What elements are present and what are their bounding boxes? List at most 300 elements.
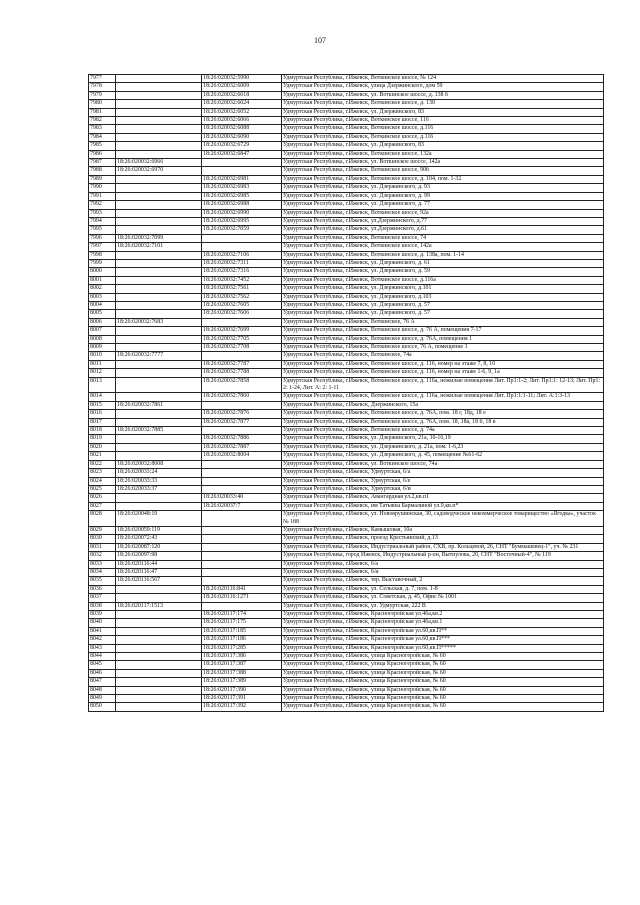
row-number-cell: 7977: [89, 75, 116, 83]
address-cell: Удмуртская Республика, г.Ижевск, улица Красногеройская, № 60: [282, 703, 604, 711]
address-cell: Удмуртская Республика, г.Ижевск, улица Красногеройская, № 60: [282, 661, 604, 669]
object-cadastral-number-cell: 18:26:020032:6009: [202, 83, 282, 91]
land-cadastral-number-cell: [116, 435, 202, 443]
table-row: [89, 678, 604, 686]
table-row: [89, 133, 604, 141]
land-cadastral-number-cell: [116, 251, 202, 259]
address-cell: Удмуртская Республика, г.Ижевск, Воткинское шоссе, № 124: [282, 75, 604, 83]
table-row: [89, 435, 604, 443]
table-row: [89, 611, 604, 619]
row-number-cell: 8000: [89, 268, 116, 276]
address-cell: Удмуртская Республика, г.Ижевск, Воткинское шоссе, д.116а: [282, 276, 604, 284]
table-row: [89, 243, 604, 251]
address-cell: Удмуртская Республика, г.Ижевск, Красногеройская ул.60,кв.П***: [282, 636, 604, 644]
object-cadastral-number-cell: 18:26:020117:174: [202, 611, 282, 619]
land-cadastral-number-cell: [116, 410, 202, 418]
address-cell: Удмуртская Республика, г.Ижевск, улица Красногеройская, № 60: [282, 678, 604, 686]
address-cell: Удмуртская Республика, г.Ижевск, улица Красногеройская, № 60: [282, 653, 604, 661]
address-cell: Удмуртская Республика, г.Ижевск, ул. Дзержинского, д. 99: [282, 192, 604, 200]
table-row: [89, 167, 604, 175]
address-cell: Удмуртская Республика, г.Ижевск, ул. Дзержинского, 21а, 10-16,19: [282, 435, 604, 443]
address-cell: Удмуртская Республика, город Ижевск, Индустриальный р-он, Вытнулова, 20, СНТ "Восточный-4", № 119: [282, 552, 604, 560]
table-row: [89, 577, 604, 585]
land-cadastral-number-cell: [116, 594, 202, 602]
land-cadastral-number-cell: [116, 91, 202, 99]
row-number-cell: 8027: [89, 502, 116, 510]
row-number-cell: 7988: [89, 167, 116, 175]
table-row: [89, 644, 604, 652]
table-row: [89, 594, 604, 602]
land-cadastral-number-cell: [116, 108, 202, 116]
table-row: [89, 184, 604, 192]
table-row: [89, 192, 604, 200]
table-row: [89, 661, 604, 669]
land-cadastral-number-cell: 18:26:020032:7099: [116, 234, 202, 242]
row-number-cell: 8046: [89, 669, 116, 677]
row-number-cell: 7997: [89, 243, 116, 251]
object-cadastral-number-cell: 18:26:020032:7452: [202, 276, 282, 284]
object-cadastral-number-cell: 18:26:020033:40: [202, 494, 282, 502]
address-cell: Удмуртская Республика, г.Ижевск, ул. Воткинское шоссе, 142а: [282, 159, 604, 167]
row-number-cell: 7978: [89, 83, 116, 91]
object-cadastral-number-cell: 18:26:020032:5990: [202, 75, 282, 83]
land-cadastral-number-cell: 18:26:020087:120: [116, 543, 202, 551]
land-cadastral-number-cell: [116, 686, 202, 694]
row-number-cell: 8039: [89, 611, 116, 619]
address-cell: Удмуртская Республика, г.Ижевск, ул. Дзержинского, д. 57: [282, 301, 604, 309]
row-number-cell: 8036: [89, 585, 116, 593]
row-number-cell: 8044: [89, 653, 116, 661]
land-cadastral-number-cell: [116, 502, 202, 510]
table-row: [89, 526, 604, 534]
row-number-cell: 8022: [89, 460, 116, 468]
row-number-cell: 8025: [89, 485, 116, 493]
object-cadastral-number-cell: 18:26:020117:388: [202, 669, 282, 677]
object-cadastral-number-cell: [202, 234, 282, 242]
row-number-cell: 8003: [89, 293, 116, 301]
table-row: [89, 75, 604, 83]
address-cell: Удмуртская Республика, г.Ижевск, Красногеройская ул.46а,кв.1: [282, 619, 604, 627]
table-row: [89, 695, 604, 703]
land-cadastral-number-cell: [116, 452, 202, 460]
land-cadastral-number-cell: [116, 636, 202, 644]
address-cell: Удмуртская Республика, г.Ижевск, улица Красногеройская, № 60: [282, 686, 604, 694]
table-row: [89, 393, 604, 401]
row-number-cell: 8010: [89, 352, 116, 360]
object-cadastral-number-cell: 18:26:020032:7787: [202, 360, 282, 368]
table-row: [89, 418, 604, 426]
address-cell: Удмуртская Республика, г.Ижевск, Воткинское шоссе, д. 116, номер на этаже 1-6, 9, 1а: [282, 369, 604, 377]
address-cell: Удмуртская Республика, г.Ижевск, ул. Советская, д. 45, Офис № 1001: [282, 594, 604, 602]
land-cadastral-number-cell: [116, 125, 202, 133]
object-cadastral-number-cell: 18:26:020032:6066: [202, 117, 282, 125]
address-cell: Удмуртская Республика, г.Ижевск, Авангардная ул.2,кв.п1: [282, 494, 604, 502]
row-number-cell: 8042: [89, 636, 116, 644]
table-row: [89, 217, 604, 225]
row-number-cell: 8050: [89, 703, 116, 711]
row-number-cell: 7983: [89, 125, 116, 133]
address-cell: Удмуртская Республика, г.Ижевск, ул. Дзержинского, д.101: [282, 285, 604, 293]
row-number-cell: 8029: [89, 526, 116, 534]
table-row: [89, 142, 604, 150]
row-number-cell: 7993: [89, 209, 116, 217]
land-cadastral-number-cell: [116, 393, 202, 401]
row-number-cell: 8032: [89, 552, 116, 560]
object-cadastral-number-cell: [202, 159, 282, 167]
address-cell: Удмуртская Республика, г.Ижевск, Воткинское шоссе, д. 130: [282, 100, 604, 108]
land-cadastral-number-cell: [116, 209, 202, 217]
land-cadastral-number-cell: [116, 75, 202, 83]
table-row: [89, 477, 604, 485]
row-number-cell: 7986: [89, 150, 116, 158]
address-cell: Удмуртская Республика, г.Ижевск, ул. Удмуртская, 222 В: [282, 602, 604, 610]
object-cadastral-number-cell: 18:26:020032:6052: [202, 108, 282, 116]
object-cadastral-number-cell: [202, 543, 282, 551]
land-cadastral-number-cell: [116, 661, 202, 669]
land-cadastral-number-cell: 18:26:020033:24: [116, 469, 202, 477]
address-cell: Удмуртская Республика, г.Ижевск, ул. Дзержинского, 83: [282, 108, 604, 116]
address-cell: Удмуртская Республика, г.Ижевск, Воткинское шоссе, д.116: [282, 133, 604, 141]
land-cadastral-number-cell: [116, 344, 202, 352]
row-number-cell: 8008: [89, 335, 116, 343]
land-cadastral-number-cell: 18:26:020116:44: [116, 560, 202, 568]
row-number-cell: 8040: [89, 619, 116, 627]
land-cadastral-number-cell: [116, 585, 202, 593]
address-cell: Удмуртская Республика, г.Ижевск, Воткинское шоссе, д. 116а, нежилые помещения Лит. Пр1:1-2; Лит. Пр1:1: 12-13; Лит. Пр1: 2: 1-24, Лит. А: 2: 1-11: [282, 377, 604, 393]
object-cadastral-number-cell: 18:26:020032:6018: [202, 91, 282, 99]
row-number-cell: 7996: [89, 234, 116, 242]
object-cadastral-number-cell: [202, 427, 282, 435]
table-row: [89, 150, 604, 158]
object-cadastral-number-cell: [202, 602, 282, 610]
table-row: [89, 352, 604, 360]
row-number-cell: 8037: [89, 594, 116, 602]
object-cadastral-number-cell: 18:26:020032:7562: [202, 293, 282, 301]
row-number-cell: 8002: [89, 285, 116, 293]
land-cadastral-number-cell: 18:26:020116:47: [116, 568, 202, 576]
land-cadastral-number-cell: [116, 259, 202, 267]
address-cell: Удмуртская Республика, г.Ижевск, Воткинское шоссе, д. 76 А, помещения 7-17: [282, 327, 604, 335]
table-row: [89, 452, 604, 460]
row-number-cell: 8033: [89, 560, 116, 568]
table-row: [89, 619, 604, 627]
object-cadastral-number-cell: [202, 167, 282, 175]
object-cadastral-number-cell: 18:26:020117:386: [202, 653, 282, 661]
object-cadastral-number-cell: [202, 243, 282, 251]
object-cadastral-number-cell: 18:26:020032:7887: [202, 443, 282, 451]
address-cell: Удмуртская Республика, г.Ижевск, улица Красногеройская, № 60: [282, 669, 604, 677]
row-number-cell: 8011: [89, 360, 116, 368]
row-number-cell: 8038: [89, 602, 116, 610]
land-cadastral-number-cell: [116, 703, 202, 711]
row-number-cell: 8005: [89, 310, 116, 318]
address-cell: Удмуртская Республика, г.Ижевск, Воткинское шоссе, д. 76А, пом. 18 г, 18д, 18 е: [282, 410, 604, 418]
object-cadastral-number-cell: 18:26:020032:6090: [202, 133, 282, 141]
row-number-cell: 7999: [89, 259, 116, 267]
land-cadastral-number-cell: [116, 678, 202, 686]
land-cadastral-number-cell: 18:26:020032:8008: [116, 460, 202, 468]
address-cell: Удмуртская Республика, г.Ижевск, ул. Дзержинского, д. 61: [282, 259, 604, 267]
table-row: [89, 251, 604, 259]
table-row: [89, 310, 604, 318]
address-cell: Удмуртская Республика, г.Ижевск, Дзержинского, 15а: [282, 401, 604, 409]
table-row: [89, 209, 604, 217]
row-number-cell: 8013: [89, 377, 116, 393]
address-cell: Удмуртская Республика, г.Ижевск, Воткинское шоссе, д. 138а, пом. 1-14: [282, 251, 604, 259]
land-cadastral-number-cell: [116, 175, 202, 183]
table-row: [89, 502, 604, 510]
table-row: [89, 83, 604, 91]
address-cell: Удмуртская Республика, г.Ижевск, ул. Сельская, д. 7, пом. 1-8: [282, 585, 604, 593]
land-cadastral-number-cell: [116, 217, 202, 225]
table-row: [89, 552, 604, 560]
land-cadastral-number-cell: [116, 494, 202, 502]
table-row: [89, 568, 604, 576]
address-cell: Удмуртская Республика, г.Ижевск, ул. Дзержинского, д. 45, помещение №61-62: [282, 452, 604, 460]
address-cell: Удмуртская Республика, г.Ижевск, Камышовая, 10а: [282, 526, 604, 534]
land-cadastral-number-cell: 18:26:020032:7683: [116, 318, 202, 326]
row-number-cell: 8012: [89, 369, 116, 377]
table-row: [89, 560, 604, 568]
land-cadastral-number-cell: 18:26:020033:37: [116, 485, 202, 493]
address-cell: Удмуртская Республика, г.Ижевск, проезд Крестьянский, д.13: [282, 535, 604, 543]
address-cell: Удмуртская Республика, г.Ижевск, Воткинское шоссе, д.116: [282, 125, 604, 133]
table-row: [89, 293, 604, 301]
table-row: [89, 175, 604, 183]
land-cadastral-number-cell: [116, 695, 202, 703]
address-cell: Удмуртская Республика, г.Ижевск, Воткинское шоссе, д. 104, пом. 1-32: [282, 175, 604, 183]
row-number-cell: 8007: [89, 327, 116, 335]
object-cadastral-number-cell: [202, 485, 282, 493]
address-cell: Удмуртская Республика, г.Ижевск, Воткинское шоссе, 74: [282, 234, 604, 242]
table-row: [89, 285, 604, 293]
row-number-cell: 8041: [89, 627, 116, 635]
table-row: [89, 485, 604, 493]
address-cell: Удмуртская Республика, г.Ижевск, Воткинское шоссе, 92а: [282, 209, 604, 217]
object-cadastral-number-cell: [202, 552, 282, 560]
row-number-cell: 8009: [89, 344, 116, 352]
land-cadastral-number-cell: [116, 418, 202, 426]
object-cadastral-number-cell: 18:26:020037:7: [202, 502, 282, 510]
land-cadastral-number-cell: [116, 276, 202, 284]
land-cadastral-number-cell: [116, 369, 202, 377]
object-cadastral-number-cell: 18:26:020032:6990: [202, 209, 282, 217]
row-number-cell: 7980: [89, 100, 116, 108]
address-cell: Удмуртская Республика, г.Ижевск, ул. Дзержинского, д. 57: [282, 310, 604, 318]
table-row: [89, 301, 604, 309]
object-cadastral-number-cell: 18:26:020117:285: [202, 644, 282, 652]
land-cadastral-number-cell: [116, 669, 202, 677]
table-row: [89, 602, 604, 610]
address-cell: Удмуртская Республика, г.Ижевск, ул.Дзержинского, д.61: [282, 226, 604, 234]
table-row: [89, 377, 604, 393]
land-cadastral-number-cell: [116, 644, 202, 652]
object-cadastral-number-cell: 18:26:020032:7106: [202, 251, 282, 259]
object-cadastral-number-cell: 18:26:020032:8004: [202, 452, 282, 460]
row-number-cell: 8015: [89, 401, 116, 409]
table-row: [89, 511, 604, 527]
address-cell: Удмуртская Республика, г.Ижевск, Удмуртская, 6/а: [282, 469, 604, 477]
table-row: [89, 585, 604, 593]
land-cadastral-number-cell: [116, 310, 202, 318]
land-cadastral-number-cell: 18:26:020032:7861: [116, 401, 202, 409]
object-cadastral-number-cell: 18:26:020116:1271: [202, 594, 282, 602]
object-cadastral-number-cell: 18:26:020117:391: [202, 695, 282, 703]
address-cell: Удмуртская Республика, г.Ижевск, Воткинское шоссе, д. 116, номер на этаже 7, 8, 10: [282, 360, 604, 368]
address-cell: Удмуртская Республика, г.Ижевск, Индустриальный район, СХВ, пр. Кольцевой, 26, СНТ "Буммашевец-1", уч. № 231: [282, 543, 604, 551]
object-cadastral-number-cell: 18:26:020032:7788: [202, 369, 282, 377]
address-cell: Удмуртская Республика, г.Ижевск, Воткинское шоссе, 116: [282, 117, 604, 125]
address-cell: Удмуртская Республика, г.Ижевск, Воткинское шоссе, 132а: [282, 150, 604, 158]
table-row: [89, 460, 604, 468]
address-cell: Удмуртская Республика, г.Ижевск, Красногеройская ул.60,кв.П*****: [282, 644, 604, 652]
row-number-cell: 8035: [89, 577, 116, 585]
row-number-cell: 7987: [89, 159, 116, 167]
land-cadastral-number-cell: [116, 100, 202, 108]
land-cadastral-number-cell: 18:26:020072:43: [116, 535, 202, 543]
row-number-cell: 7985: [89, 142, 116, 150]
object-cadastral-number-cell: 18:26:020117:186: [202, 636, 282, 644]
row-number-cell: 8049: [89, 695, 116, 703]
table-row: [89, 535, 604, 543]
row-number-cell: 8028: [89, 511, 116, 527]
table-row: [89, 117, 604, 125]
row-number-cell: 8043: [89, 644, 116, 652]
table-row: [89, 686, 604, 694]
row-number-cell: 7991: [89, 192, 116, 200]
table-row: [89, 276, 604, 284]
row-number-cell: 8021: [89, 452, 116, 460]
object-cadastral-number-cell: 18:26:020032:7858: [202, 377, 282, 393]
table-row: [89, 259, 604, 267]
address-cell: Удмуртская Республика, г.Ижевск, им Татьяны Бармалиной ул.9,кв.п*: [282, 502, 604, 510]
table-row: [89, 653, 604, 661]
row-number-cell: 8020: [89, 443, 116, 451]
land-cadastral-number-cell: [116, 360, 202, 368]
object-cadastral-number-cell: 18:26:020032:7605: [202, 301, 282, 309]
row-number-cell: 8024: [89, 477, 116, 485]
address-cell: Удмуртская Республика, г.Ижевск, ул. Дзержинского, д. 77: [282, 201, 604, 209]
address-cell: Удмуртская Республика, г.Ижевск, 6/и: [282, 568, 604, 576]
object-cadastral-number-cell: 18:26:020117:185: [202, 627, 282, 635]
land-cadastral-number-cell: [116, 377, 202, 393]
table-row: [89, 627, 604, 635]
address-cell: Удмуртская Республика, г.Ижевск, ул. Воткинское шоссе, д. 138 б: [282, 91, 604, 99]
land-cadastral-number-cell: 18:26:020116:567: [116, 577, 202, 585]
land-cadastral-number-cell: [116, 443, 202, 451]
land-cadastral-number-cell: [116, 285, 202, 293]
land-cadastral-number-cell: 18:26:020032:7101: [116, 243, 202, 251]
address-cell: Удмуртская Республика, г.Ижевск, ул. Дзержинского, 83: [282, 142, 604, 150]
object-cadastral-number-cell: 18:26:020032:7705: [202, 335, 282, 343]
address-cell: Удмуртская Республика, г.Ижевск, ул. Дзержинского, д. 21а, пом. 1-6,23: [282, 443, 604, 451]
table-row: [89, 125, 604, 133]
object-cadastral-number-cell: [202, 577, 282, 585]
object-cadastral-number-cell: 18:26:020032:6988: [202, 201, 282, 209]
table-row: [89, 410, 604, 418]
table-row: [89, 427, 604, 435]
object-cadastral-number-cell: 18:26:020032:6983: [202, 184, 282, 192]
object-cadastral-number-cell: 18:26:020032:7886: [202, 435, 282, 443]
object-cadastral-number-cell: 18:26:020032:6088: [202, 125, 282, 133]
land-cadastral-number-cell: [116, 301, 202, 309]
table-row: [89, 159, 604, 167]
table-row: [89, 401, 604, 409]
page-number: 107: [314, 36, 326, 45]
land-cadastral-number-cell: 18:26:020059:119: [116, 526, 202, 534]
table-row: [89, 494, 604, 502]
address-cell: Удмуртская Республика, г.Ижевск, 6/а: [282, 560, 604, 568]
object-cadastral-number-cell: [202, 535, 282, 543]
object-cadastral-number-cell: 18:26:020032:6995: [202, 217, 282, 225]
table-row: [89, 360, 604, 368]
object-cadastral-number-cell: 18:26:020032:7708: [202, 344, 282, 352]
land-cadastral-number-cell: [116, 184, 202, 192]
address-cell: Удмуртская Республика, г.Ижевск, улица Красногеройская, № 60: [282, 695, 604, 703]
address-cell: Удмуртская Республика, г.Ижевск, Удмуртская, 6/и: [282, 485, 604, 493]
row-number-cell: 8018: [89, 427, 116, 435]
row-number-cell: 8001: [89, 276, 116, 284]
row-number-cell: 7982: [89, 117, 116, 125]
land-cadastral-number-cell: [116, 611, 202, 619]
object-cadastral-number-cell: [202, 568, 282, 576]
table-row: [89, 327, 604, 335]
row-number-cell: 8004: [89, 301, 116, 309]
address-cell: Удмуртская Республика, г.Ижевск, Удмуртская, 6/е: [282, 477, 604, 485]
row-number-cell: 7984: [89, 133, 116, 141]
object-cadastral-number-cell: [202, 477, 282, 485]
address-cell: Удмуртская Республика, г.Ижевск, Красногеройская ул.60,кв.П**: [282, 627, 604, 635]
object-cadastral-number-cell: 18:26:020032:7699: [202, 327, 282, 335]
object-cadastral-number-cell: [202, 469, 282, 477]
table-row: [89, 318, 604, 326]
object-cadastral-number-cell: 18:26:020117:392: [202, 703, 282, 711]
object-cadastral-number-cell: 18:26:020032:7316: [202, 268, 282, 276]
land-cadastral-number-cell: 18:26:020032:7777: [116, 352, 202, 360]
address-cell: Удмуртская Республика, г.Ижевск, ул. Дзержинского, д.103: [282, 293, 604, 301]
land-cadastral-number-cell: [116, 335, 202, 343]
row-number-cell: 7995: [89, 226, 116, 234]
table-row: [89, 201, 604, 209]
address-cell: Удмуртская Республика, г.Ижевск, тер. Выставочный, 2: [282, 577, 604, 585]
object-cadastral-number-cell: [202, 460, 282, 468]
object-cadastral-number-cell: [202, 560, 282, 568]
table-row: [89, 636, 604, 644]
table-row: [89, 268, 604, 276]
table-row: [89, 543, 604, 551]
address-cell: Удмуртская Республика, г.Ижевск, Воткинское шоссе, д. 74а: [282, 427, 604, 435]
address-cell: Удмуртская Республика, г.Ижевск, улица Дзержинского, дом 59: [282, 83, 604, 91]
table-row: [89, 91, 604, 99]
land-cadastral-number-cell: [116, 150, 202, 158]
table-row: [89, 226, 604, 234]
table-row: [89, 344, 604, 352]
table-row: [89, 335, 604, 343]
row-number-cell: 7990: [89, 184, 116, 192]
land-cadastral-number-cell: 18:26:020032:6966: [116, 159, 202, 167]
object-cadastral-number-cell: 18:26:020032:7606: [202, 310, 282, 318]
row-number-cell: 8026: [89, 494, 116, 502]
address-cell: Удмуртская Республика, г.Ижевск, Воткинское шоссе, д. 76А, пом. 18, 18а, 18 б, 18 в: [282, 418, 604, 426]
object-cadastral-number-cell: [202, 511, 282, 527]
address-cell: Удмуртская Республика, г.Ижевск, ул. Дзержинского, д. 59: [282, 268, 604, 276]
object-cadastral-number-cell: 18:26:020032:7876: [202, 410, 282, 418]
row-number-cell: 8047: [89, 678, 116, 686]
row-number-cell: 7979: [89, 91, 116, 99]
registry-body: [89, 75, 604, 712]
land-cadastral-number-cell: 18:26:020048:19: [116, 511, 202, 527]
address-cell: Удмуртская Республика, г.Ижевск, Воткинское шоссе, д. 116а, нежилые помещения Лит. Пр1:1:1-11; Лит. А:1:3-13: [282, 393, 604, 401]
